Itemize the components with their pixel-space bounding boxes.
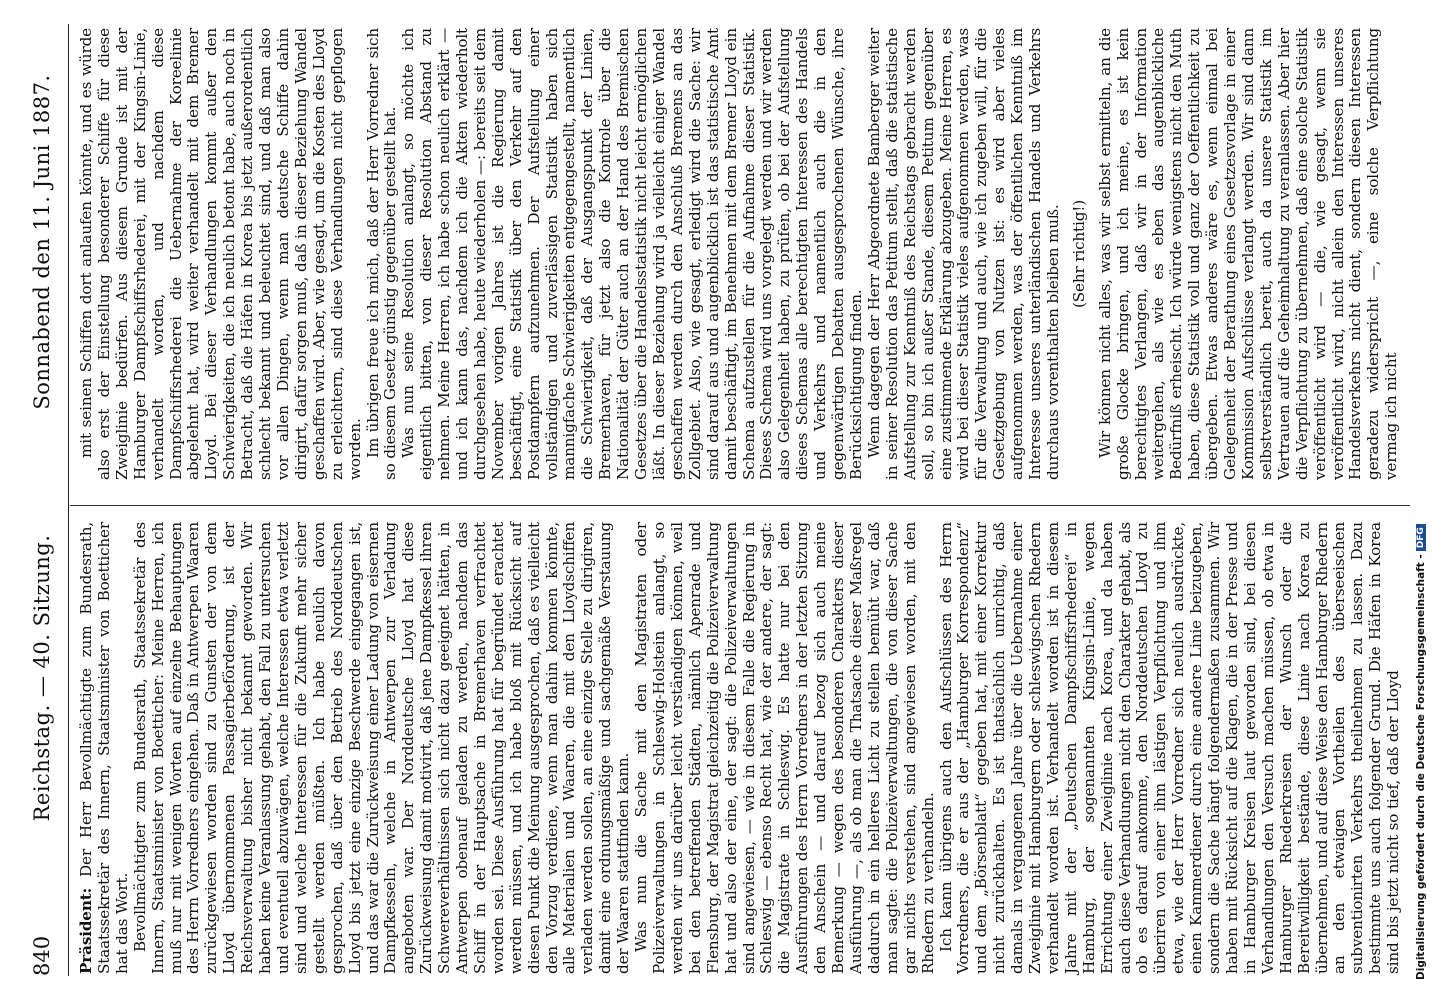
paragraph-text: Was nun seine Resolution anlangt, so möchte ich eigentlich bitten, von dieser Resolution Abstand zu nehmen. Meine Herren, ich habe schon neulich erklärt — und ich kann das, nachdem ich die Akten wiederholt durchgesehen habe, heute wiederholen —: bereits seit dem November vorigen Jahres ist die Regierung damit beschäftigt, eine Statistik über den Verkehr auf den Postdampfern aufzunehmen. Der Aufstellung einer vollständigen und zuverlässigen Statistik haben sich mannigfache Schwierigkeiten entgegengestellt, namentlich die Schwierigkeit, daß der Ausgangspunkt der Linien, Bremerhaven, für jetzt also die Kontrole über die Nationalität der Güter auch an der Hand des Bremischen Gesetzes über die Handelsstatistik nicht leicht ermöglichen läßt. In dieser Beziehung wird ja vielleicht einiger Wandel geschaffen werden durch den Anschluß Bremens an das Zollgebiet. Also, wie gesagt, erledigt wird die Sache: wir sind darauf aus und augenblicklich ist das statistische Amt damit beschäftigt, im Benehmen mit dem Bremer Lloyd ein Schema aufzustellen für die Aufnahme dieser Statistik. Dieses Schema wird uns vorgelegt werden und wir werden also Gelegenheit haben, zu prüfen, ob bei der Aufstellung dieses Schemas alle berechtigten Interessen des Handels und Verkehrs und namentlich auch die in den gegenwärtigen Debatten ausgesprochenen Wünsche, ihre Berücksichtigung finden. — [399, 28, 865, 480]
paragraph-text: Ich kann übrigens auch den Aufschlüssen des Herrn Vorredners, die er aus der „Hamburger Korrespondenz“ und dem „Börsenblatt“ gegeben hat, mit einer Korrektur nicht zurückhalten. Es ist thatsächlich unrichtig, daß damals in vergangenen Jahre über die Uebernahme einer Zweiglinie mit Hamburgern oder schleswigschen Rhedern verhandelt worden ist. Verhandelt worden ist in diesem Jahre mit der „Deutschen Dampfschiffsrhederei“ in Hamburg, der sogenannten Kingsin-Linie, wegen Errichtung einer Zweiglinie nach Korea, und da haben auch diese Verhandlungen nicht den Charakter gehabt, als ob es darauf ankomme, den Norddeutschen Lloyd zu überiren von einer ihm lästigen Verpflichtung und ihm etwa, wie der Herr Vorredner sich neulich ausdrückte, einen Kammerdiener durch eine andere Linie beizugeben, sondern die Sache hängt folgendermaßen zusammen. Wir haben mit Rücksicht auf die Klagen, die in der Presse und in Hamburger Kreisen laut geworden sind, bei diesen Verhandlungen den Versuch machen müssen, ob etwa in Hamburger Rhederkreisen der Wunsch oder die Bereitwilligkeit bestände, diese Linie nach Korea zu übernehmen, und auf diese Weise den Hamburger Rhedern an den etwaigen Vortheilen des überseeischen subventionirten Verkehrs theilnehmen zu lassen. Dazu bestimmte uns auch folgender Grund. Die Häfen in Korea sind bis jetzt nicht so tief, daß der Lloyd — [936, 522, 1403, 974]
dfg-badge: DFG — [1416, 524, 1426, 551]
paragraph — [938, 522, 1404, 974]
paragraph-text: mit seinen Schiffen dort anlaufen könnte, und es würde also erst der Einstellung besonderer Schiffe für diese Zweiglinie bedürfen. Aus diesem Grunde ist mit der Hamburger Dampfschiffsrhederei, mit der Kingsin-Linie, verhandelt worden, und nachdem diese Dampfschiffsrhederei die Uebernahme der Koreelinie abgelehnt hat, wird weiter verhandelt mit dem Bremer Lloyd. Bei dieser Verhandlungen kommt außer den Schwierigkeiten, die ich neulich betont habe, auch noch in Betracht, daß die Häfen in Korea bis jetzt außerordentlich schlecht bekannt und beleuchtet sind, und daß man also vor allen Dingen, wenn man deutsche Schiffe dahin dirigirt, dafür sorgen muß, daß in dieser Beziehung Wandel geschaffen wird. Aber, wie gesagt, um die Kosten des Lloyd zu erleichtern, sind diese Verhandlungen nicht gepflogen worden. — [77, 28, 364, 480]
paragraph — [132, 522, 633, 974]
paragraph — [400, 28, 866, 480]
paragraph-text: Wir können nicht alles, was wir selbst ermitteln, an die große Glocke bringen, und ich meine, es ist kein berechtigtes Verlangen, daß wir in der Information weitergehen, als wie es eben das augenblickliche Bedürfniß erheischt. Ich würde wenigstens nicht den Muth haben, diese Statistik voll und ganz der Oeffentlichkeit zu übergeben. Etwas anderes wäre es, wenn einmal bei Gelegenheit der Berathung eines Gesetzesvorlage in einer Kommission Aufschlüsse verlangt werden. Wir sind dann selbstverständlich bereit, auch da unsere Statistik im Vertrauen auf die Geheimhaltung zu veranlassen. Aber hier die Verpflichtung zu übernehmen, daß eine solche Statistik veröffentlicht wird — die, wie gesagt, wenn sie veröffentlicht wird, nicht allein den Interessen unseres Handelsverkehrs nicht dient, sondern diesen Interessen geradezu widerspricht —, eine solche Verpflichtung vermag ich nicht — [1095, 28, 1401, 480]
right-column — [77, 28, 1401, 480]
page-header — [30, 24, 60, 976]
header-left-title: Reichstag. — 40. Sitzung. — [30, 534, 54, 822]
paragraph — [365, 28, 401, 480]
paragraph — [78, 522, 132, 974]
paragraph — [1097, 28, 1401, 480]
paragraph-text: (Sehr richtig!) — [1069, 199, 1088, 309]
paragraph — [866, 28, 1063, 480]
paragraph — [633, 522, 937, 974]
column-divider — [70, 505, 1410, 506]
header-rule — [68, 24, 69, 976]
paragraph-text: Wenn dagegen der Herr Abgeordnete Bamberger weiter in seiner Resolution das Petitum stellt, daß die statistische Aufstellung zur Kenntniß des Reichstags gebracht werden soll, so bin ich außer Stande, diesem Petitum gegenüber eine zustimmende Erklärung abzugeben. Meine Herren, es wird bei dieser Statistik vieles aufgenommen werden, was für die Verwaltung und auch, wie ich zugeben will, für die Gesetzgebung von Nutzen ist: es wird aber vieles aufgenommen werden, was der öffentlichen Kenntniß im Interesse unseres unterländischen Handels und Verkehrs durchaus vorenthalten bleiben muß. — [864, 28, 1062, 480]
page-number: 840 — [30, 935, 54, 976]
paragraph — [1071, 28, 1089, 480]
speaker-label: Präsident: — [77, 887, 95, 974]
paragraph-text: Im übrigen freue ich mich, daß der Herr Vorredner sich so diesem Gesetz günstig gegenüber gestellt hat. — [363, 28, 400, 480]
left-column — [77, 522, 1403, 974]
header-right-title: Sonnabend den 11. Juni 1887. — [30, 74, 54, 410]
paragraph-text: Der Herr Bevollmächtigte zum Bundesrath, Staatssekretär des Innern, Staatsminister von Boetticher hat das Wort. — [77, 522, 131, 974]
paragraph-text: Bevollmächtigter zum Bundesrath, Staatssekretär des Innern, Staatsminister von Boetticher: Meine Herren, ich muß nur mit wenigen Worten auf einzelne Behauptungen des Herrn Vorredners eingehen. Daß in Antwerpen Waaren zurückgewiesen worden sind zu Gunsten der von dem Lloyd übernommenen Passagierbeförderung, ist der Reichsverwaltung bisher nicht bekannt geworden. Wir haben keine Veranlassung gehabt, den Fall zu untersuchen und eventuell abzuwägen, welche Interessen etwa verletzt sind und welche Interessen für die Zukunft mehr sicher gestellt werden müßten. Ich habe neulich davon gesprochen, daß über den Betrieb des Norddeutschen Lloyd bis jetzt eine einzige Beschwerde eingegangen ist, und das war die Zurückweisung einer Ladung von eisernen Dampfkesseln, welche in Antwerpen zur Verladung angeboten war. Der Norddeutsche Lloyd hat diese Zurückweisung damit motivirt, daß jene Dampfkessel ihren Schwereverhältnissen sich nicht dazu geeignet hätten, in Antwerpen obenauf geladen zu werden, nachdem das Schiff in der Hauptsache in Bremerhaven verfrachtet worden sei. Diese Ausführung hat für begründet erachtet werden müssen, und ich habe bloß mit Rücksicht auf diesen Punkt die Meinung ausgesprochen, daß es vielleicht den Vorzug verdiene, wenn man dahin kommen könnte, alle Materialien und Waaren, die mit den Lloydschiffen verladen werden sollen, an eine einzige Stelle zu dirigiren, damit eine ordnungsmäßige und sachgemäße Verstauung der Waaren stattfinden kann. — [130, 522, 633, 974]
paragraph — [78, 28, 365, 480]
credit-text: Digitalisierung gefördert durch die Deutsche Forschungsgemeinschaft - — [1415, 554, 1427, 980]
paragraph-text: Was nun die Sache mit den Magistraten oder Polizeiverwaltungen in Schleswig-Holstein anlangt, so werden wir uns darüber leicht verständigen können, weil bei den betreffenden Städten, nämlich Apenrade und Flensburg, der Magistrat gleichzeitig die Polizeiverwaltung hat und also der eine, der sagt: die Polizeiverwaltungen sind angewiesen, — wie in diesem Falle die Regierung in Schleswig — ebenso Recht hat, wie der andere, der sagt: die Magistrate in Schleswig. Es hatte nur bei den Ausführungen des Herrn Vorredners in der letzten Sitzung den Anschein — und darauf bezog sich auch meine Bemerkung — wegen des besonderen Charakters dieser Ausführung —, als ob man die Thatsache dieser Maßregel dadurch in ein helleres Licht zu stellen bemüht war, daß man sagte: die Polizeiverwaltungen, die von dieser Sache gar nichts verstehen, sind angewiesen worden, mit den Rhedern zu verhandeln. — [632, 522, 937, 974]
digitization-credit — [1414, 20, 1428, 1000]
